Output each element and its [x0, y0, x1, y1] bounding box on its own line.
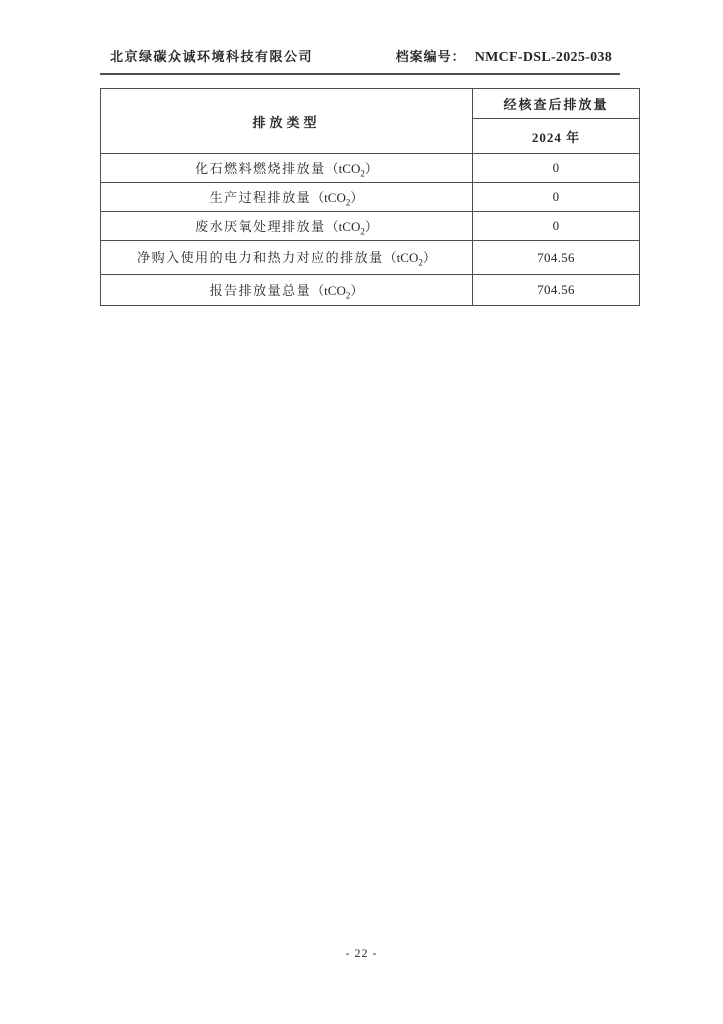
unit-suffix: ）: [422, 250, 436, 266]
emission-value: 0: [552, 218, 560, 233]
table-header-row-top: [101, 89, 640, 119]
emission-type-label: 废水厌氧处理排放量: [195, 218, 326, 234]
emission-value-cell: [473, 154, 640, 183]
emission-type-label: 报告排放量总量: [209, 282, 312, 298]
unit-prefix: （tCO: [311, 189, 346, 205]
emission-type-label: 净购入使用的电力和热力对应的排放量: [137, 250, 384, 266]
unit-suffix: ）: [364, 160, 378, 176]
emissions-table: [100, 88, 640, 306]
emission-row: [101, 154, 640, 183]
emission-value-cell: [473, 212, 640, 241]
unit-prefix: （tCO: [325, 160, 361, 176]
unit-subscript: 2: [418, 257, 423, 268]
emission-type-cell: [101, 212, 473, 241]
unit-subscript: 2: [345, 290, 351, 301]
emission-value: 704.56: [537, 282, 575, 297]
unit-suffix: ）: [350, 282, 364, 298]
emission-type-cell: [101, 154, 473, 183]
document-header: [100, 46, 620, 75]
archive-number: NMCF-DSL-2025-038: [474, 50, 612, 65]
emission-row: [101, 212, 640, 241]
unit-suffix: ）: [364, 218, 378, 234]
year-column-header: 2024 年: [473, 119, 640, 154]
emission-type-cell: [101, 183, 473, 212]
unit-subscript: 2: [345, 197, 351, 208]
unit-prefix: （tCO: [325, 218, 361, 234]
emission-type-cell: [101, 241, 473, 275]
emission-value: 0: [552, 160, 560, 175]
archive-number-group: [396, 46, 612, 66]
company-name: 北京绿碳众诚环境科技有限公司: [110, 49, 314, 64]
emission-value-cell: [473, 183, 640, 212]
emission-type-column-header: 排放类型: [101, 89, 473, 154]
emission-type-cell: [101, 275, 473, 306]
unit-suffix: ）: [350, 189, 364, 205]
emission-row: [101, 241, 640, 275]
emission-value-cell: [473, 241, 640, 275]
archive-label: 档案编号：: [395, 49, 466, 64]
unit-subscript: 2: [360, 168, 365, 179]
emission-value: 0: [552, 189, 560, 204]
page-number: - 22 -: [345, 946, 378, 960]
emissions-table-body: [101, 89, 640, 306]
emission-row: [101, 183, 640, 212]
unit-prefix: （tCO: [383, 250, 419, 266]
verified-emissions-column-header: 经核查后排放量: [473, 89, 640, 119]
emission-type-label: 化石燃料燃烧排放量: [195, 160, 326, 176]
emission-value-cell: [473, 275, 640, 306]
unit-prefix: （tCO: [311, 282, 346, 298]
unit-subscript: 2: [360, 226, 365, 237]
emission-row: [101, 275, 640, 306]
emission-value: 704.56: [537, 249, 575, 265]
emission-type-label: 生产过程排放量: [209, 189, 312, 205]
